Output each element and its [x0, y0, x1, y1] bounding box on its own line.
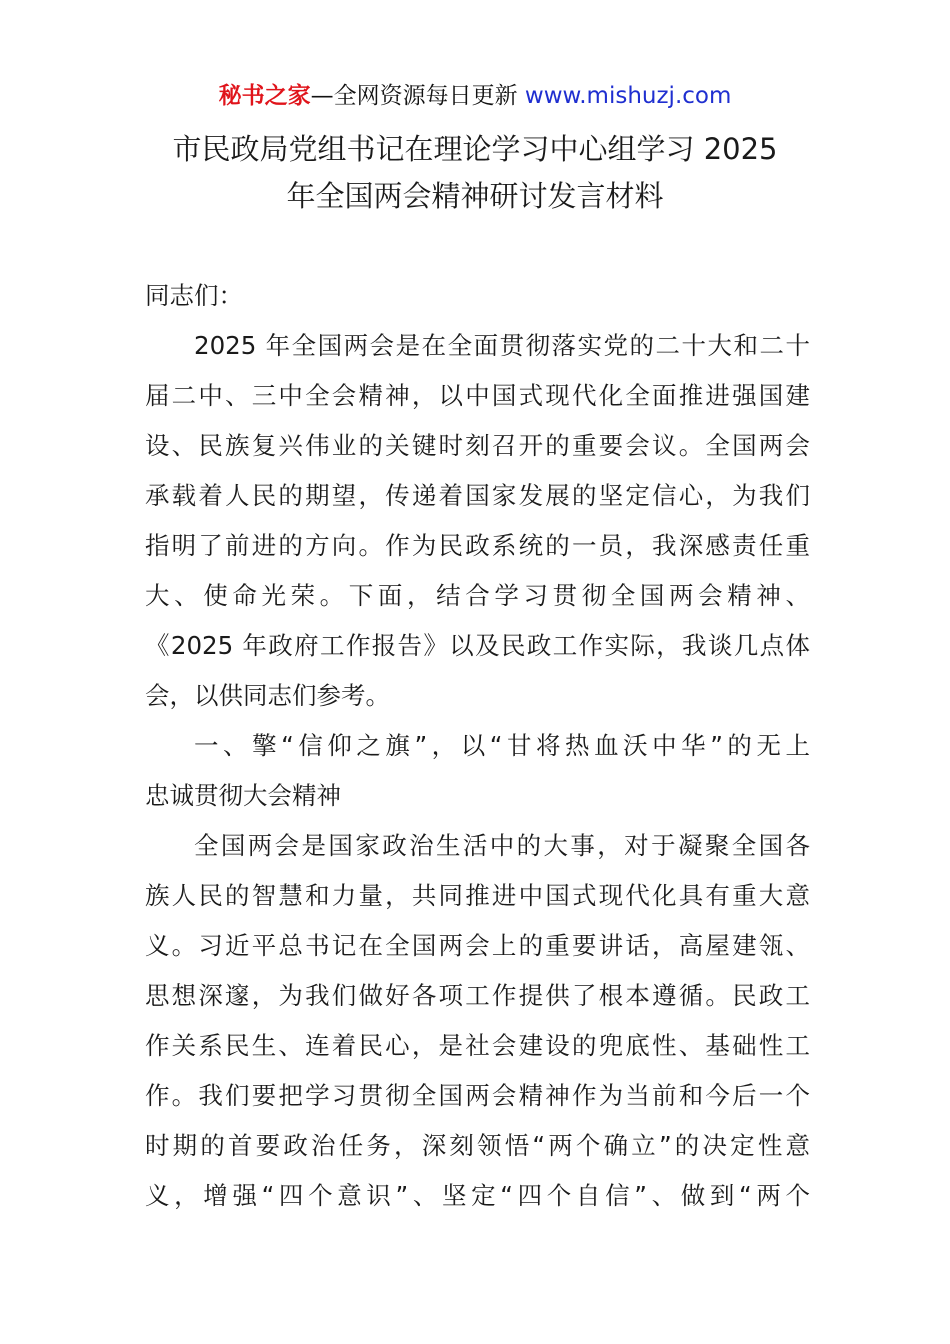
body-line: 作关系民生、连着民心，是社会建设的兜底性、基础性工	[145, 1031, 810, 1060]
body-line: 《2025 年政府工作报告》以及民政工作实际，我谈几点体	[145, 631, 810, 660]
site-url-link[interactable]: www.mishuzj.com	[524, 83, 732, 109]
body-line: 会，以供同志们参考。	[145, 681, 390, 710]
site-banner	[0, 80, 950, 112]
body-line: 族人民的智慧和力量，共同推进中国式现代化具有重大意	[145, 881, 810, 910]
section-heading: 一、擎“信仰之旗”，以“甘将热血沃中华”的无上	[194, 731, 810, 760]
document-body	[145, 271, 810, 1221]
salutation: 同志们：	[145, 281, 243, 310]
body-line: 义，增强“四个意识”、坚定“四个自信”、做到“两个	[145, 1181, 810, 1210]
title-line-2: 年全国两会精神研讨发言材料	[286, 179, 664, 213]
body-line: 指明了前进的方向。作为民政系统的一员，我深感责任重	[145, 531, 810, 560]
title-line-1: 市民政局党组书记在理论学习中心组学习 2025	[172, 132, 778, 166]
body-line: 义。习近平总书记在全国两会上的重要讲话，高屋建瓴、	[145, 931, 810, 960]
body-line: 2025 年全国两会是在全面贯彻落实党的二十大和二十	[194, 331, 810, 360]
body-line: 届二中、三中全会精神，以中国式现代化全面推进强国建	[145, 381, 810, 410]
body-line: 全国两会是国家政治生活中的大事，对于凝聚全国各	[194, 831, 810, 860]
document-title	[100, 126, 850, 220]
body-line: 设、民族复兴伟业的关键时刻召开的重要会议。全国两会	[145, 431, 810, 460]
section-heading-cont: 忠诚贯彻大会精神	[145, 781, 341, 810]
body-line: 时期的首要政治任务，深刻领悟“两个确立”的决定性意	[145, 1131, 810, 1160]
brand-name: 秘书之家	[218, 83, 311, 109]
banner-slogan: —全网资源每日更新	[310, 83, 525, 109]
body-line: 大、使命光荣。下面，结合学习贯彻全国两会精神、	[145, 581, 810, 610]
body-line: 思想深邃，为我们做好各项工作提供了根本遵循。民政工	[145, 981, 810, 1010]
body-line: 承载着人民的期望，传递着国家发展的坚定信心，为我们	[145, 481, 810, 510]
body-line: 作。我们要把学习贯彻全国两会精神作为当前和今后一个	[145, 1081, 810, 1110]
